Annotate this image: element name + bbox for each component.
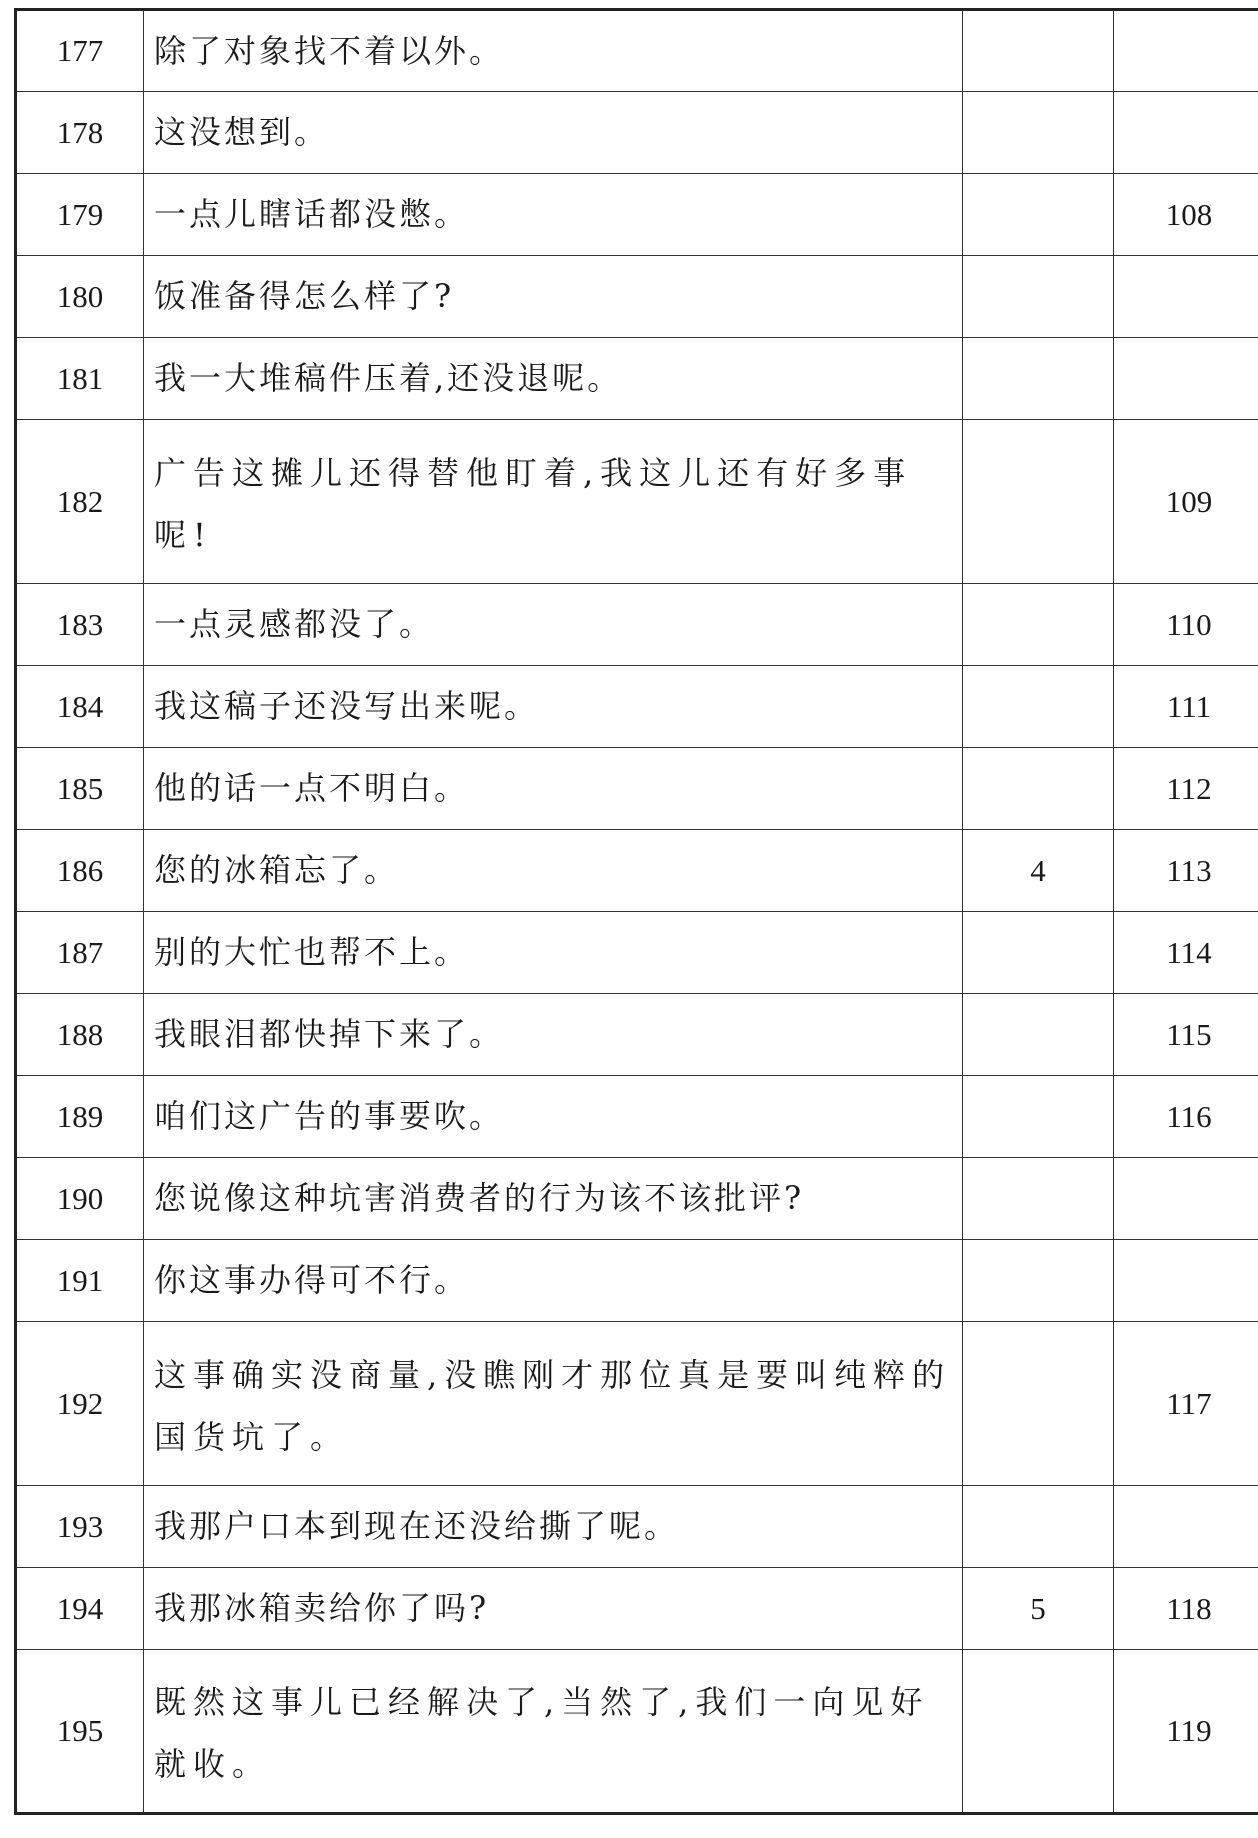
row-number: 187 <box>16 912 144 994</box>
column-a-value <box>963 174 1114 256</box>
row-number: 193 <box>16 1486 144 1568</box>
row-number: 180 <box>16 256 144 338</box>
column-b-value <box>1114 338 1258 420</box>
column-b-value: 113 <box>1114 830 1258 912</box>
row-number: 177 <box>16 10 144 92</box>
table-row <box>16 748 1258 830</box>
column-a-value <box>963 338 1114 420</box>
row-number: 195 <box>16 1650 144 1814</box>
sentence-text: 广告这摊儿还得替他盯着,我这儿还有好多事呢! <box>144 420 963 584</box>
row-number: 194 <box>16 1568 144 1650</box>
column-b-value <box>1114 1240 1258 1322</box>
table-row <box>16 338 1258 420</box>
column-a-value <box>963 994 1114 1076</box>
sentence-text: 你这事办得可不行。 <box>144 1240 963 1322</box>
column-b-value: 119 <box>1114 1650 1258 1814</box>
column-b-value: 117 <box>1114 1322 1258 1486</box>
sentence-text: 我那户口本到现在还没给撕了呢。 <box>144 1486 963 1568</box>
column-b-value: 114 <box>1114 912 1258 994</box>
row-number: 185 <box>16 748 144 830</box>
row-number: 188 <box>16 994 144 1076</box>
column-b-value: 118 <box>1114 1568 1258 1650</box>
row-number: 189 <box>16 1076 144 1158</box>
column-a-value <box>963 92 1114 174</box>
table-row <box>16 584 1258 666</box>
table-row <box>16 92 1258 174</box>
row-number: 182 <box>16 420 144 584</box>
row-number: 191 <box>16 1240 144 1322</box>
column-a-value <box>963 420 1114 584</box>
column-a-value <box>963 748 1114 830</box>
column-b-value <box>1114 256 1258 338</box>
sentence-text: 除了对象找不着以外。 <box>144 10 963 92</box>
row-number: 178 <box>16 92 144 174</box>
sentence-text: 既然这事儿已经解决了,当然了,我们一向见好就收。 <box>144 1650 963 1814</box>
column-a-value <box>963 10 1114 92</box>
table-row <box>16 256 1258 338</box>
sentence-text: 我一大堆稿件压着,还没退呢。 <box>144 338 963 420</box>
sentence-text: 咱们这广告的事要吹。 <box>144 1076 963 1158</box>
column-b-value <box>1114 1158 1258 1240</box>
column-b-value: 116 <box>1114 1076 1258 1158</box>
sentence-text: 我眼泪都快掉下来了。 <box>144 994 963 1076</box>
column-b-value: 109 <box>1114 420 1258 584</box>
column-b-value: 115 <box>1114 994 1258 1076</box>
row-number: 186 <box>16 830 144 912</box>
sentence-text: 我那冰箱卖给你了吗? <box>144 1568 963 1650</box>
row-number: 179 <box>16 174 144 256</box>
column-a-value <box>963 1240 1114 1322</box>
sentence-text: 这事确实没商量,没瞧刚才那位真是要叫纯粹的国货坑了。 <box>144 1322 963 1486</box>
sentence-table <box>14 8 1258 1815</box>
sentence-text: 别的大忙也帮不上。 <box>144 912 963 994</box>
sentence-text: 一点灵感都没了。 <box>144 584 963 666</box>
table-row <box>16 174 1258 256</box>
column-a-value <box>963 1322 1114 1486</box>
column-a-value <box>963 1486 1114 1568</box>
column-a-value <box>963 1158 1114 1240</box>
table-row <box>16 1322 1258 1486</box>
table-row <box>16 1650 1258 1814</box>
column-b-value: 111 <box>1114 666 1258 748</box>
table-row <box>16 1076 1258 1158</box>
table-row <box>16 10 1258 92</box>
column-a-value <box>963 912 1114 994</box>
table-row <box>16 1568 1258 1650</box>
column-b-value: 112 <box>1114 748 1258 830</box>
row-number: 192 <box>16 1322 144 1486</box>
sentence-text: 这没想到。 <box>144 92 963 174</box>
column-a-value <box>963 1650 1114 1814</box>
table-row <box>16 1158 1258 1240</box>
column-a-value <box>963 256 1114 338</box>
column-b-value <box>1114 92 1258 174</box>
sentence-text: 饭准备得怎么样了? <box>144 256 963 338</box>
sentence-text: 一点儿瞎话都没憋。 <box>144 174 963 256</box>
table-row <box>16 666 1258 748</box>
sentence-text: 您说像这种坑害消费者的行为该不该批评? <box>144 1158 963 1240</box>
table-row <box>16 1486 1258 1568</box>
column-b-value <box>1114 1486 1258 1568</box>
row-number: 181 <box>16 338 144 420</box>
column-a-value <box>963 584 1114 666</box>
table-row <box>16 830 1258 912</box>
sentence-text: 他的话一点不明白。 <box>144 748 963 830</box>
sentence-text: 您的冰箱忘了。 <box>144 830 963 912</box>
column-a-value: 4 <box>963 830 1114 912</box>
column-a-value <box>963 666 1114 748</box>
table-row <box>16 994 1258 1076</box>
column-a-value <box>963 1076 1114 1158</box>
column-b-value <box>1114 10 1258 92</box>
row-number: 190 <box>16 1158 144 1240</box>
row-number: 183 <box>16 584 144 666</box>
column-a-value: 5 <box>963 1568 1114 1650</box>
sentence-text: 我这稿子还没写出来呢。 <box>144 666 963 748</box>
column-b-value: 108 <box>1114 174 1258 256</box>
table-row <box>16 912 1258 994</box>
table-row <box>16 420 1258 584</box>
row-number: 184 <box>16 666 144 748</box>
column-b-value: 110 <box>1114 584 1258 666</box>
table-row <box>16 1240 1258 1322</box>
